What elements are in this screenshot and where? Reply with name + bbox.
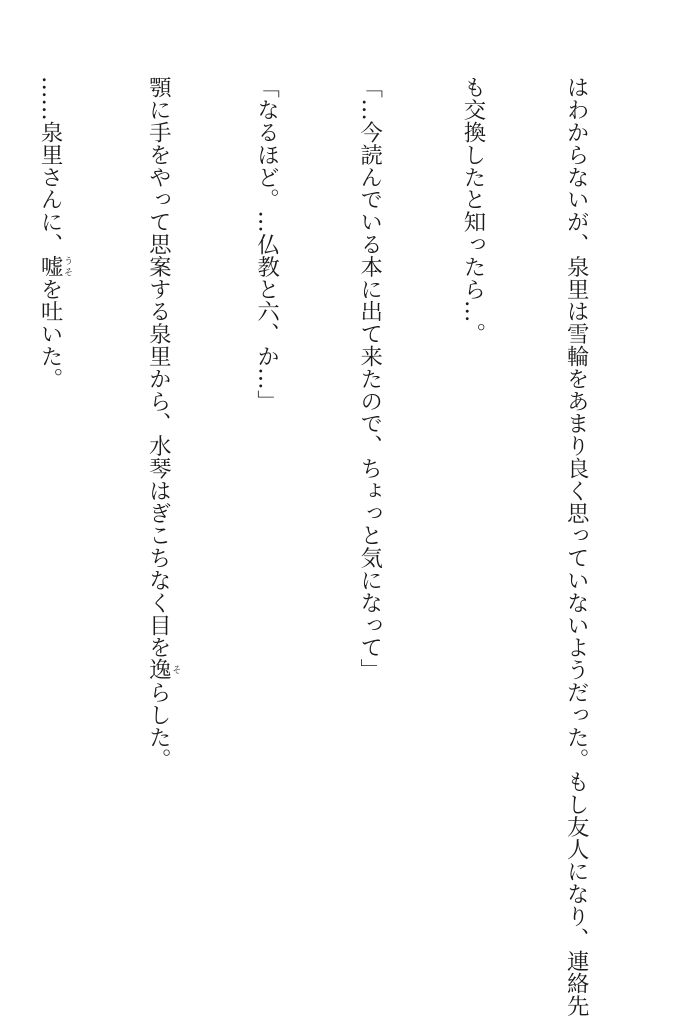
ruby-sorashita-base: 逸	[145, 658, 172, 681]
text-line-5-head: 顎に手をやって思案する泉里から、水琴はぎこちなく目を	[145, 76, 172, 659]
ruby-uso-reading: うそ	[62, 255, 73, 278]
ruby-sorashita-reading: そ	[170, 658, 181, 681]
text-line-5	[141, 76, 180, 956]
text-line-1: はわからないが、泉里は雪輪をあまり良く思っていないようだった。もし友人になり、連絡先	[563, 76, 590, 1017]
text-line-3: 「…今読んでいる本に出て来たので、ちょっと気になって」	[356, 76, 383, 681]
text-line-6-head: ……泉里さんに、	[37, 76, 64, 256]
ruby-uso	[37, 255, 73, 278]
text-line-4: 「なるほど。…仏教と六、か…」	[253, 76, 280, 412]
text-line-2: も交換したと知ったら…。	[459, 76, 486, 345]
ruby-uso-base: 嘘	[37, 255, 64, 278]
vertical-text-body	[0, 76, 662, 1017]
ruby-sorashita	[145, 658, 181, 681]
text-line-6-tail: を吐いた。	[37, 277, 64, 390]
text-line-5-tail: らした。	[145, 680, 172, 771]
text-line-6	[33, 76, 72, 956]
